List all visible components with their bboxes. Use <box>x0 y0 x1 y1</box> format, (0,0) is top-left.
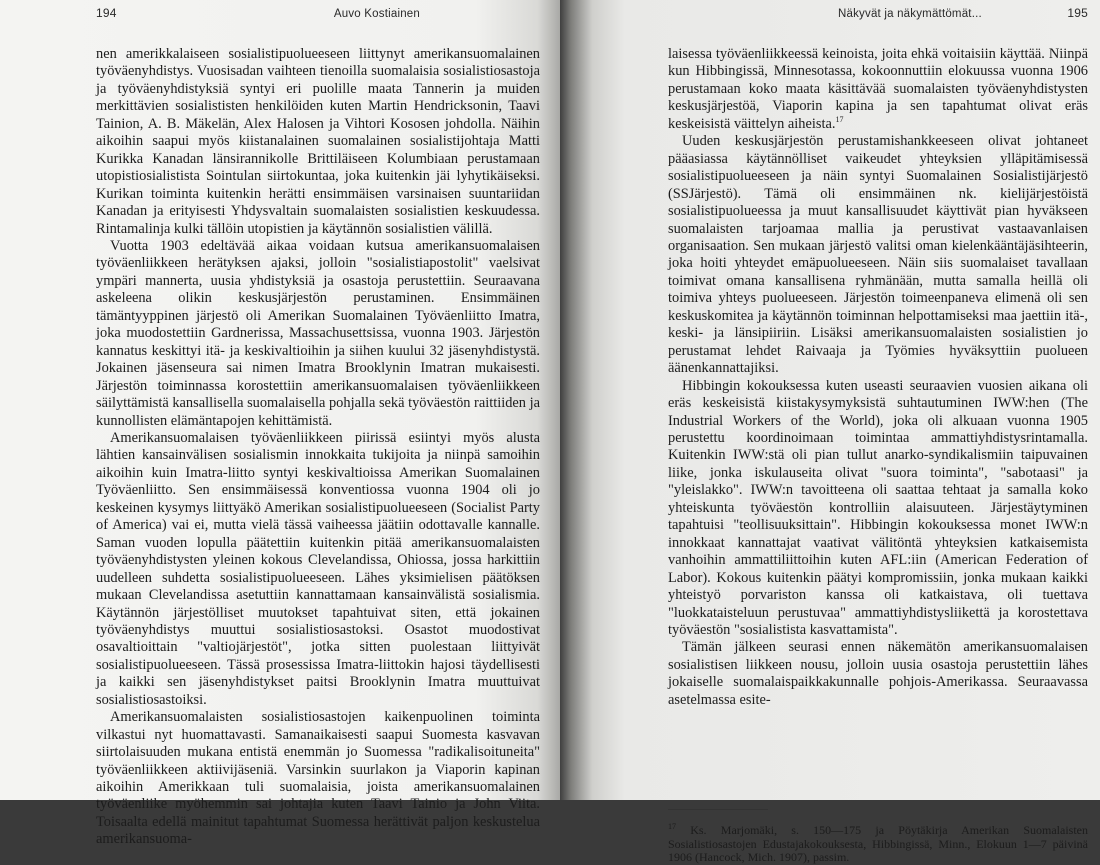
right-paragraph-2: Uuden keskusjärjestön perustamishankkeeseen olivat johtaneet pääasiassa käytännölliset vaikeudet yhteyksien ylläpitämisessä sosialistipuolueeseen ja näin syntyi Suomalainen Sosialistijärjestö (SSJärjestö). Tämä oli ensimmäinen nk. kielijärjestöistä sosialistipuolueessa ja muut kansallisuudet käyttivät pian hyväkseen suomalaisten tarjoamaa mallia ja perustivat vastaavanlaisen organisaation. Sen mukaan järjestö valitsi oman kielenkääntäjäsihteerin, joka hoiti yhteydet emäpuolueeseen. Näin siis suomalaiset tavallaan toimivat omana kansallisena ryhmänään, mutta samalla heillä oli toimiva yhteys puolueeseen. Järjestön toimeenpaneva elimenä oli sen keskuskomitea ja käytännön toiminnan helpottamiseksi maa jaettiin itä-, keski- ja länsipiiriin. Lisäksi amerikansuomalaisten sosialistien jo perustamat lehdet Raivaaja ja Työmies hyväksyttiin puolueen äänenkannattajiksi. <box>668 133 1088 377</box>
left-paragraph-3: Amerikansuomalaisen työväenliikkeen piirissä esiintyi myös alusta lähtien kansainvälisen sosialismin innokkaita tukijoita ja niinpä samoihin aikoihin kuin Imatra-liitto syntyi keskivaltioissa Amerikan Suomalainen Työväenliitto. Sen ensimmäisessä konventiossa vuonna 1904 oli jo keskeinen kysymys liittyäkö Amerikan sosialistipuolueeseen (Socialist Party of America) vai ei, mutta vielä tässä vaiheessa jäätiin odottavalle kannalle. Saman vuoden lopulla päätettiin kuitenkin pitää amerikansuomalaisten työväenyhdistysten yleinen kokous Clevelandissa, Ohiossa, jossa harkittiin uudelleen suhdetta sosialistipuolueeseen. Lähes yksimielisen päätöksen mukaan Clevelandissa asetuttiin kannattamaan kansainvälistä sosialismia. Käytännön järjestölliset muutokset tapahtuivat siten, että jokainen työväenyhdistys muuttui sosialistiosastoksi. Osastot muodostivat osavaltioittain "valtiojärjestöt", jotka sitten puolestaan liittyivät sosialistipuolueeseen. Tässä prosessissa Imatra-liittokin hajosi täydellisesti ja kaikki sen jäsenyhdistykset paitsi Brooklynin Imatra muuttuivat sosialistiosastoiksi. <box>96 429 540 708</box>
right-page <box>560 0 1100 865</box>
right-paragraph-1 <box>668 46 1088 133</box>
left-running-header <box>96 6 540 20</box>
footnote <box>668 824 1088 865</box>
footnote-rule <box>668 809 768 810</box>
left-page <box>0 0 560 848</box>
right-paragraph-1-text: laisessa työväenliikkeessä keinoista, joita ehkä voitaisiin käyttää. Niinpä kun Hibbingissä, Minnesotassa, kokoonnuttiin elokuussa vuonna 1906 perustamaan koko maata käsittävää suomalaisten työväenyhdistysten keskusjärjestöä, Viaporin kapina ja sen tapahtumat olivat eräs keskeisistä väittelyn aiheista. <box>668 46 1088 132</box>
left-running-head: Auvo Kostiainen <box>333 8 420 20</box>
footnote-text: Ks. Marjomäki, s. 150—175 ja Pöytäkirja Amerikan Suomalaisten Sosialistiosastojen Edustajakokouksesta, Hibbingissä, Minn., Elokuun 1—7 päivinä 1906 (Hancock, Mich. 1907), passim. <box>668 823 1088 865</box>
footnote-marker: 17 <box>668 822 676 832</box>
left-body-text <box>96 46 540 849</box>
right-paragraph-3: Hibbingin kokouksessa kuten useasti seuraavien vuosien aikana oli eräs keskeisistä kiistakysymyksistä suhtautuminen IWW:hen (The Industrial Workers of the World), joka oli alkuaan vuonna 1905 perustettu koordinoimaan toimintaa ammattiyhdistysrintamalla. Kuitenkin IWW:stä oli pian tullut anarko-syndikalismiin taipuvainen liike, jonka iskulauseita olivat "suora toiminta", "sabotaasi" ja "yleislakko". IWW:n tavoitteena oli saattaa tehtaat ja samalla koko yhteiskunta työväestön kontrolliin alaisuuteen. Järjestäytyminen tapahtuisi "teollisuuksittain". Hibbingin kokouksessa monet IWW:n innokkaat kannattajat vaativat välitöntä yhteyksien katkaisemista vanhoihin ammattiliittoihin kuten AFL:iin (American Federation of Labor). Kokous kuitenkin päätyi kompromissiin, jonka mukaan kaikki yhteistyö porvariston kanssa oli katkaistava, oli tuettava "luokkataisteluun perustuvaa" ammattiyhdistysliikettä ja korostettava työväestön "sosialistista kasvattamista". <box>668 377 1088 638</box>
left-paragraph-4: Amerikansuomalaisten sosialistiosastojen kaikenpuolinen toiminta vilkastui nyt huomattavasti. Samanaikaisesti saapui Suomesta kasvavan siirtolaisuuden mukana entistä enemmän jo Suomessa "radikalisoituneita" työväenliikkeen aktiivijäseniä. Varsinkin suurlakon ja Viaporin kapinan aikoihin Amerikkaan tuli suomalaisia, joista amerikansuomalainen työväenliike myöhemmin sai johtajia kuten Taavi Tainio ja John Viita. Toisaalta edellä mainitut tapahtumat Suomessa herättivät paljon keskustelua amerikansuoma- <box>96 709 540 848</box>
footnote-reference: 17 <box>835 115 844 125</box>
right-running-header <box>668 6 1088 20</box>
right-running-head: Näkyvät ja näkymättömät... <box>838 8 982 20</box>
left-paragraph-1: nen amerikkalaiseen sosialistipuolueeseen liittynyt amerikansuomalainen työväenyhdistys. Vuosisadan vaihteen tienoilla suomalaisia sosialistiosastoja ja työväenyhdistyksiä syntyi eri puolille maata Tannerin ja muiden merkittävien sosialististen henkilöiden kuten Martin Hendricksonin, Taavi Tainion, A. B. Mäkelän, Alex Halosen ja Vihtori Kososen johdolla. Näihin aikoihin saapui myös kiistanalainen suomalainen sosialistijohtaja Matti Kurikka Kanadan länsirannikolle Brittiläiseen Kolumbiaan perustamaan utopistiosialistista Sointulan siirtokuntaa, joka kuitenkin jäi lyhytikäiseksi. Kurikan toiminta kuitenkin herätti ensimmäisen varsinaisen suuntariidan Kanadan ja erityisesti Yhdysvaltain suomalaisten sosialistien keskuudessa. Rintamalinja kulki tällöin utopistien ja käytännön sosialistien välillä. <box>96 46 540 237</box>
right-page-number: 195 <box>1067 6 1088 20</box>
right-paragraph-4: Tämän jälkeen seurasi ennen näkemätön amerikansuomalaisen sosialistisen liikkeen nousu, jolloin uusia osastoja perustettiin lähes jokaiselle suomalaispaikkakunnalle pohjois-Amerikassa. Seuraavassa asetelmassa esite- <box>668 639 1088 708</box>
right-body-text <box>668 46 1088 709</box>
left-page-number: 194 <box>96 6 117 20</box>
left-paragraph-2: Vuotta 1903 edeltävää aikaa voidaan kutsua amerikansuomalaisen työväenliikkeen herätyksen ajaksi, jolloin "sosialistiapostolit" vaelsivat ympäri mannerta, uusia yhdistyksiä ja osastoja perustettiin. Seuraavana askeleena olikin keskusjärjestön perustaminen. Ensimmäinen tämäntyyppinen järjestö oli Amerikan Suomalainen Työväenliitto Imatra, joka muodostettiin Gardnerissa, Massachusettsissa, vuonna 1903. Järjestön kannatus keskittyi itä- ja keskivaltioihin ja siihen kuului 32 jäsenyhdistystä. Jokainen jäsenseura sai nimen Imatra Brooklynin Imatran mukaisesti. Järjestön toiminnassa korostettiin amerikansuomalaisen työväenliikkeen säilyttämistä kansallisella suomalaisella pohjalla sekä työväestön raittiiden ja kunnollisten elämäntapojen kehittämistä. <box>96 237 540 429</box>
